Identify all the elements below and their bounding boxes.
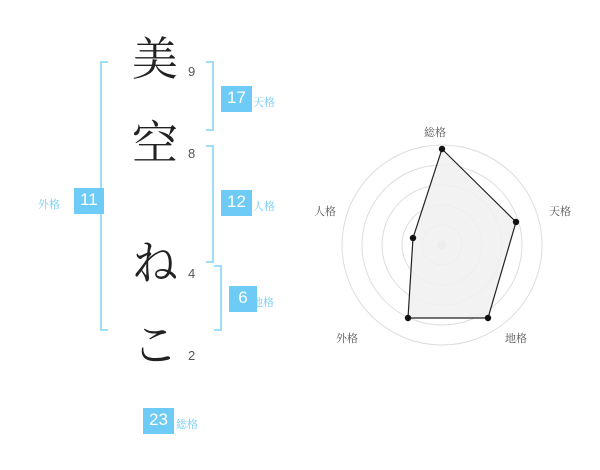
- stroke-count-1: 9: [188, 64, 196, 79]
- radar-axis-label-soukaku: 総格: [424, 126, 446, 139]
- radar-series-polygon: [408, 149, 516, 318]
- badge-gaikaku-value: 11: [74, 188, 104, 214]
- badge-soukaku-label: 総格: [176, 418, 198, 431]
- radar-axis-label-gaikaku: 外格: [336, 332, 358, 345]
- badge-jinkaku-label: 人格: [253, 200, 275, 213]
- stroke-count-4: 2: [188, 348, 196, 363]
- badge-chikaku-label: 地格: [252, 296, 274, 309]
- name-character-2: 空: [132, 116, 178, 170]
- radar-axis-label-chikaku: 地格: [505, 332, 527, 345]
- stroke-count-3: 4: [188, 266, 196, 281]
- badge-tenkaku-label: 天格: [253, 96, 275, 109]
- name-character-4: こ: [132, 318, 178, 372]
- stroke-count-2: 8: [188, 146, 196, 161]
- badge-jinkaku-value: 12: [221, 190, 252, 216]
- badge-tenkaku-value: 17: [221, 86, 252, 112]
- badge-gaikaku-label: 外格: [38, 198, 60, 211]
- name-character-1: 美: [132, 32, 178, 86]
- radar-chart: [300, 0, 600, 470]
- badge-soukaku-value: 23: [143, 408, 174, 434]
- radar-axis-label-jinkaku: 人格: [314, 205, 336, 218]
- radar-axis-label-tenkaku: 天格: [549, 205, 571, 218]
- radar-chart-svg: [300, 0, 600, 470]
- badge-chikaku-value: 6: [229, 286, 257, 312]
- name-character-3: ね: [132, 236, 178, 290]
